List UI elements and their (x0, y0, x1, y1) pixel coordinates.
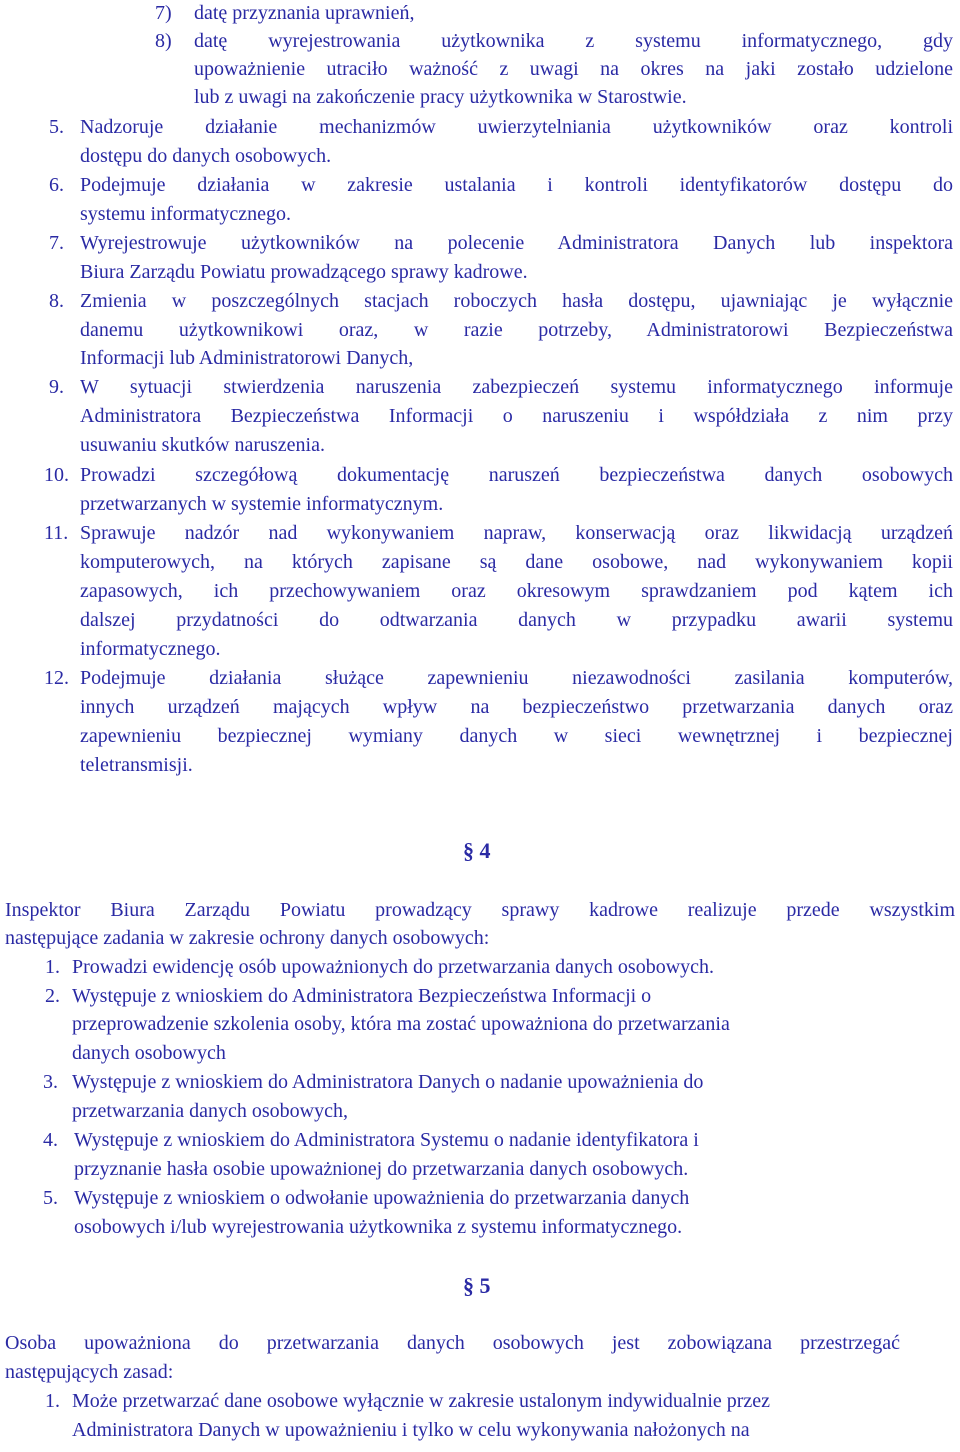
sub-item-line: upoważnienie utraciło ważność z uwagi na okres na jaki zostało udzielone (194, 58, 953, 80)
duty-number: 6. (49, 174, 64, 196)
duty-line: Nadzoruje działanie mechanizmów uwierzytelniania użytkowników oraz kontroli (80, 116, 953, 138)
section-intro-line: następujących zasad: (5, 1361, 174, 1383)
duty-line: systemu informatycznego. (80, 203, 292, 225)
section-heading: § 5 (463, 1273, 491, 1298)
duty-line: innych urządzeń mających wpływ na bezpieczeństwo przetwarzania danych oraz (80, 696, 953, 718)
list-item-line: danych osobowych (72, 1042, 226, 1064)
duty-line: usuwaniu skutków naruszenia. (80, 434, 325, 456)
section-intro-line: następujące zadania w zakresie ochrony danych osobowych: (5, 927, 490, 949)
list-item-line: Administratora Danych w upoważnieniu i tylko w celu wykonywania nałożonych na (72, 1419, 750, 1441)
list-item-line: Może przetwarzać dane osobowe wyłącznie w zakresie ustalonym indywidualnie przez (72, 1390, 771, 1412)
duty-line: Podejmuje działania w zakresie ustalania i kontroli identyfikatorów dostępu do (80, 174, 953, 196)
section-intro-line: Osoba upoważniona do przetwarzania danych osobowych jest zobowiązana przestrzegać (5, 1332, 900, 1354)
list-item-number: 5. (43, 1187, 58, 1209)
list-item-line: Występuje z wnioskiem o odwołanie upoważnienia do przetwarzania danych (74, 1187, 690, 1209)
sub-item-number: 8) (155, 30, 172, 52)
list-item-line: Prowadzi ewidencję osób upoważnionych do przetwarzania danych osobowych. (72, 956, 715, 978)
duty-line: dostępu do danych osobowych. (80, 145, 332, 167)
duty-number: 11. (44, 522, 69, 544)
sub-item-line: lub z uwagi na zakończenie pracy użytkownika w Starostwie. (194, 86, 687, 108)
sub-item-line: datę przyznania uprawnień, (194, 2, 415, 24)
duty-number: 7. (49, 232, 64, 254)
sub-item-line: datę wyrejestrowania użytkownika z systemu informatycznego, gdy (194, 30, 953, 52)
list-item-line: przyznanie hasła osobie upoważnionej do przetwarzania danych osobowych. (74, 1158, 689, 1180)
duty-line: komputerowych, na których zapisane są dane osobowe, nad wykonywaniem kopii (80, 551, 953, 573)
list-item-number: 4. (43, 1129, 58, 1151)
duty-line: Podejmuje działania służące zapewnieniu niezawodności zasilania komputerów, (80, 667, 953, 689)
list-item-number: 1. (45, 1390, 60, 1412)
duty-number: 10. (44, 464, 69, 486)
duty-number: 5. (49, 116, 64, 138)
duty-line: Informacji lub Administratorowi Danych, (80, 347, 414, 369)
list-item-line: Występuje z wnioskiem do Administratora Systemu o nadanie identyfikatora i (74, 1129, 699, 1151)
list-item-number: 3. (43, 1071, 58, 1093)
list-item-line: Występuje z wnioskiem do Administratora Danych o nadanie upoważnienia do (72, 1071, 704, 1093)
list-item-line: Występuje z wnioskiem do Administratora Bezpieczeństwa Informacji o (72, 985, 652, 1007)
duty-line: informatycznego. (80, 638, 221, 660)
list-item-number: 1. (45, 956, 60, 978)
duty-line: dalszej przydatności do odtwarzania danych w przypadku awarii systemu (80, 609, 953, 631)
duty-line: zapasowych, ich przechowywaniem oraz okresowym sprawdzaniem pod kątem ich (80, 580, 953, 602)
section-heading: § 4 (463, 838, 491, 863)
section-intro-line: Inspektor Biura Zarządu Powiatu prowadzący sprawy kadrowe realizuje przede wszystkim (5, 899, 955, 921)
sub-item-number: 7) (155, 2, 172, 24)
list-item-number: 2. (45, 985, 60, 1007)
duty-line: Sprawuje nadzór nad wykonywaniem napraw, konserwacją oraz likwidacją urządzeń (80, 522, 953, 544)
duty-line: przetwarzanych w systemie informatycznym. (80, 493, 444, 515)
duty-line: zapewnieniu bezpiecznej wymiany danych w sieci wewnętrznej i bezpiecznej (80, 725, 953, 747)
list-item-line: przeprowadzenie szkolenia osoby, która ma zostać upoważniona do przetwarzania (72, 1013, 730, 1035)
duty-line: Administratora Bezpieczeństwa Informacji o naruszeniu i współdziała z nim przy (80, 405, 953, 427)
duty-number: 8. (49, 290, 64, 312)
duty-line: teletransmisji. (80, 754, 193, 776)
duty-line: Wyrejestrowuje użytkowników na polecenie Administratora Danych lub inspektora (80, 232, 953, 254)
duty-line: Zmienia w poszczególnych stacjach roboczych hasła dostępu, ujawniając je wyłącznie (80, 290, 953, 312)
duty-line: danemu użytkownikowi oraz, w razie potrzeby, Administratorowi Bezpieczeństwa (80, 319, 953, 341)
duty-line: Biura Zarządu Powiatu prowadzącego sprawy kadrowe. (80, 261, 528, 283)
list-item-line: osobowych i/lub wyrejestrowania użytkownika z systemu informatycznego. (74, 1216, 683, 1238)
duty-line: Prowadzi szczegółową dokumentację naruszeń bezpieczeństwa danych osobowych (80, 464, 953, 486)
duty-line: W sytuacji stwierdzenia naruszenia zabezpieczeń systemu informatycznego informuje (80, 376, 953, 398)
duty-number: 9. (49, 376, 64, 398)
duty-number: 12. (44, 667, 69, 689)
list-item-line: przetwarzania danych osobowych, (72, 1100, 348, 1122)
